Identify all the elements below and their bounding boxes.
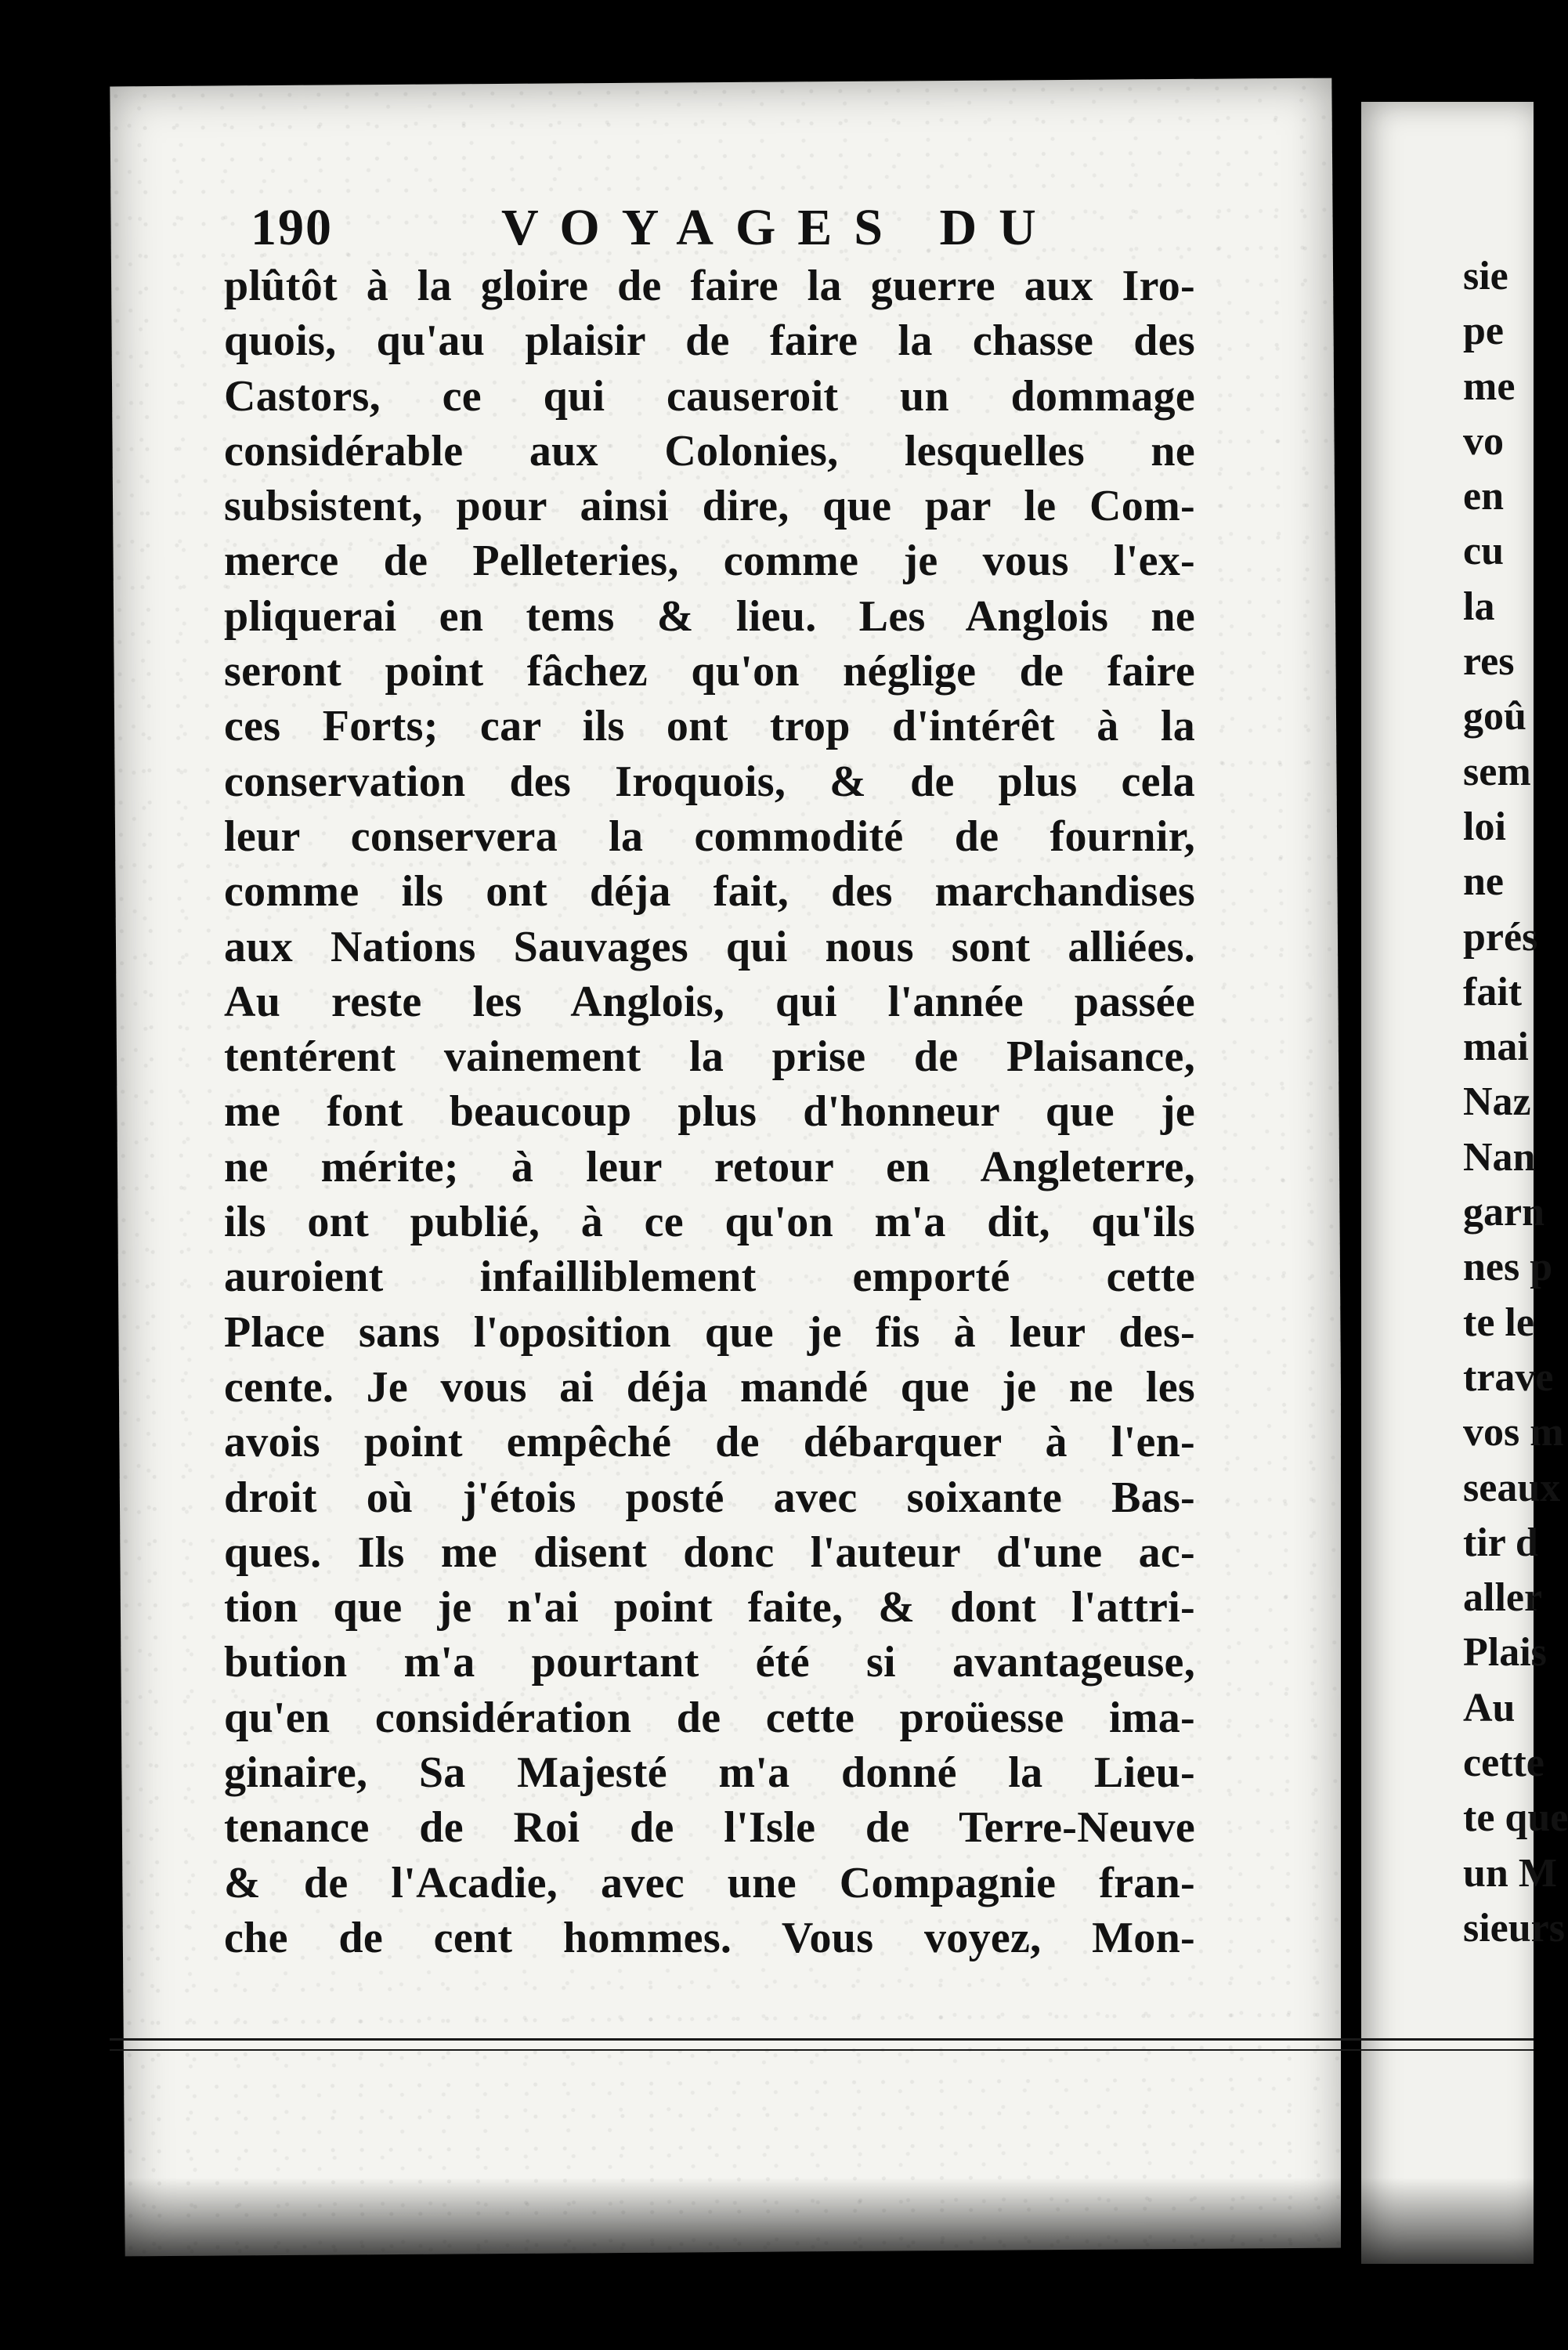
text-line: leur conservera la commodité de fournir, xyxy=(224,812,1195,861)
text-fragment: ne xyxy=(1463,859,1504,905)
text-line: ginaire, Sa Majesté m'a donné la Lieu- xyxy=(224,1748,1195,1798)
text-line: Place sans l'oposition que je fis à leur des- xyxy=(224,1307,1195,1357)
text-line: tentérent vainement la prise de Plaisance, xyxy=(224,1032,1195,1082)
text-fragment: sie xyxy=(1463,254,1508,298)
text-fragment: Naz xyxy=(1463,1079,1531,1125)
page-number: 190 xyxy=(251,199,333,256)
text-line: tion que je n'ai point faite, & dont l'attri- xyxy=(224,1583,1195,1632)
text-line: tenance de Roi de l'Isle de Terre-Neuve xyxy=(224,1803,1195,1853)
text-fragment: Au xyxy=(1463,1685,1516,1730)
text-fragment: te le xyxy=(1463,1300,1534,1345)
text-fragment: me xyxy=(1463,363,1516,409)
text-line: quois, qu'au plaisir de faire la chasse des xyxy=(224,316,1195,366)
text-line: aux Nations Sauvages qui nous sont alliées. xyxy=(224,922,1195,971)
page-bottom-shadow xyxy=(94,2178,1534,2350)
text-line: droit où j'étois posté avec soixante Bas- xyxy=(224,1473,1195,1522)
text-line: avois point empêché de débarquer à l'en- xyxy=(224,1418,1195,1467)
text-line: merce de Pelleteries, comme je vous l'ex- xyxy=(224,537,1195,586)
text-fragment: garn xyxy=(1463,1190,1545,1235)
text-fragment: en xyxy=(1463,474,1504,519)
text-line: auroient infailliblement emporté cette xyxy=(224,1253,1195,1302)
text-line: & de l'Acadie, avec une Compagnie fran- xyxy=(224,1858,1195,1907)
text-fragment: Nan xyxy=(1463,1134,1536,1180)
text-fragment: vo xyxy=(1463,418,1504,464)
text-fragment: trave xyxy=(1463,1354,1554,1400)
running-head xyxy=(251,192,1206,262)
text-line: bution m'a pourtant été si avantageuse, xyxy=(224,1638,1195,1687)
text-fragment: Plais xyxy=(1463,1630,1547,1676)
scan-rule-line xyxy=(110,2038,1534,2041)
text-fragment: vos m xyxy=(1463,1410,1564,1455)
text-line: ne mérite; à leur retour en Angleterre, xyxy=(224,1142,1195,1191)
text-fragment: goû xyxy=(1463,694,1526,739)
running-title: VOYAGES DU xyxy=(501,199,1058,256)
text-fragment: loi xyxy=(1463,804,1506,849)
text-fragment: sieurs xyxy=(1463,1905,1565,1950)
text-fragment: fait xyxy=(1463,969,1523,1014)
text-fragment: mai xyxy=(1463,1025,1529,1070)
text-line: Castors, ce qui causeroit un dommage xyxy=(224,371,1195,421)
text-fragment: un M xyxy=(1463,1850,1557,1896)
text-line: cente. Je vous ai déja mandé que je ne les xyxy=(224,1362,1195,1412)
text-line: qu'en considération de cette proüesse ima- xyxy=(224,1693,1195,1742)
text-line: pliquerai en tems & lieu. Les Anglois ne xyxy=(224,591,1195,641)
right-page-text-fragments xyxy=(1463,249,1568,1956)
book-gutter xyxy=(1341,86,1358,2248)
text-fragment: la xyxy=(1463,584,1495,629)
text-line: plûtôt à la gloire de faire la guerre aux Iro- xyxy=(224,262,1195,310)
text-fragment: te que xyxy=(1463,1795,1568,1841)
text-fragment: pe xyxy=(1463,309,1504,354)
text-fragment: res xyxy=(1463,639,1515,685)
text-line: Au reste les Anglois, qui l'année passée xyxy=(224,977,1195,1026)
text-fragment: cette xyxy=(1463,1741,1545,1786)
text-line: comme ils ont déja fait, des marchandises xyxy=(224,867,1195,916)
text-line: considérable aux Colonies, lesquelles ne xyxy=(224,426,1195,475)
main-text-block xyxy=(224,258,1195,1965)
text-fragment: nes p xyxy=(1463,1245,1553,1290)
text-line: ques. Ils me disent donc l'auteur d'une ac- xyxy=(224,1528,1195,1577)
text-line: ils ont publié, à ce qu'on m'a dit, qu'ils xyxy=(224,1198,1195,1247)
text-fragment: aller xyxy=(1463,1575,1543,1621)
text-fragment: cu xyxy=(1463,529,1504,574)
text-line: che de cent hommes. Vous voyez, Mon- xyxy=(224,1913,1195,1962)
text-line: ces Forts; car ils ont trop d'intérêt à la xyxy=(224,702,1195,751)
text-line: subsistent, pour ainsi dire, que par le Com- xyxy=(224,482,1195,531)
text-line: me font beaucoup plus d'honneur que je xyxy=(224,1087,1195,1137)
text-fragment: seaux xyxy=(1463,1465,1561,1510)
text-fragment: prés xyxy=(1463,914,1538,960)
scan-rule-line xyxy=(110,2049,1534,2051)
text-fragment: sem xyxy=(1463,749,1531,794)
text-line: seront point fâchez qu'on néglige de faire xyxy=(224,647,1195,696)
text-fragment: tir d xyxy=(1463,1520,1538,1565)
text-line: conservation des Iroquois, & de plus cela xyxy=(224,757,1195,806)
